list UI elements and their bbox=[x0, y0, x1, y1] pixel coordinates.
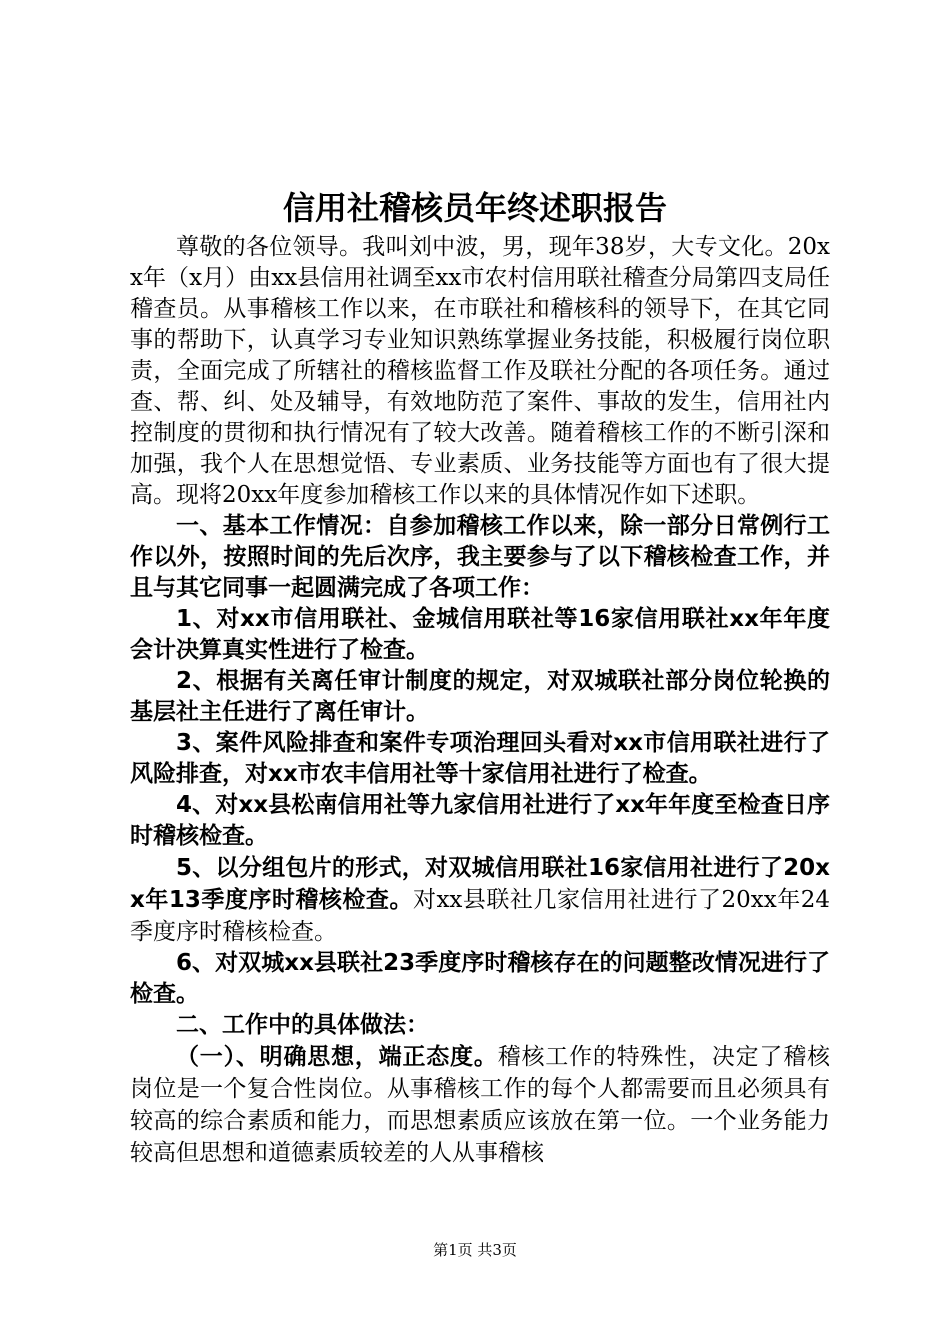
paragraph-text: 一、基本工作情况：自参加稽核工作以来，除一部分日常例行工作以外，按照时间的先后次序，我主要参与了以下稽核检查工作，并且与其它同事一起圆满完成了各项工作： bbox=[130, 513, 830, 601]
paragraph-section-one bbox=[130, 511, 830, 604]
paragraph-text-regular: 稽核工作的特殊性，决定了稽核岗位是一个复合性岗位。从事稽核工作的每个人都需要而且必须具有较高的综合素质和能力，而思想素质应该放在第一位。一个业务能力较高但思想和道德素质较差的人从事稽核 bbox=[130, 1044, 831, 1166]
paragraph-text: 6、对双城xx县联社23季度序时稽核存在的问题整改情况进行了检查。 bbox=[130, 950, 830, 1007]
paragraph-item-6 bbox=[130, 948, 830, 1010]
paragraph-text: 4、对xx县松南信用社等九家信用社进行了xx年年度至检查日序时稽核检查。 bbox=[130, 792, 830, 849]
page-footer: 第1页 共3页 bbox=[433, 1241, 517, 1259]
paragraph-text: 2、根据有关离任审计制度的规定，对双城联社部分岗位轮换的基层社主任进行了离任审计。 bbox=[130, 668, 830, 725]
paragraph-text-bold: 5、以分组包片的形式，对双城信用联社16家信用社进行了20xx年13季度序时稽核检查。 bbox=[130, 855, 830, 913]
paragraph-text-regular: 对xx县联社几家信用社进行了20xx年24季度序时稽核检查。 bbox=[130, 887, 831, 945]
paragraph-section-two bbox=[130, 1010, 830, 1041]
paragraph-text: 1、对xx市信用联社、金城信用联社等16家信用联社xx年年度会计决算真实性进行了检查。 bbox=[130, 606, 830, 663]
paragraph-item-4 bbox=[130, 790, 830, 852]
paragraph-text: 二、工作中的具体做法： bbox=[176, 1012, 429, 1038]
document-body bbox=[130, 232, 830, 1169]
paragraph-subsection-one bbox=[130, 1041, 830, 1169]
paragraph-item-2 bbox=[130, 666, 830, 728]
paragraph-text: 3、案件风险排查和案件专项治理回头看对xx市信用联社进行了风险排查，对xx市农丰信用社等十家信用社进行了检查。 bbox=[130, 730, 830, 787]
paragraph-text-bold: （一）、明确思想，端正态度。 bbox=[176, 1044, 498, 1070]
paragraph-intro bbox=[130, 232, 830, 511]
paragraph-item-1 bbox=[130, 604, 830, 666]
paragraph-item-5 bbox=[130, 852, 830, 948]
document-title: 信用社稽核员年终述职报告 bbox=[282, 189, 667, 227]
paragraph-text: 尊敬的各位领导。我叫刘中波，男，现年38岁，大专文化。20xx年（x月）由xx县信用社调至xx市农村信用联社稽查分局第四支局任稽查员。从事稽核工作以来，在市联社和稽核科的领导下，在其它同事的帮助下，认真学习专业知识熟练掌握业务技能，积极履行岗位职责，全面完成了所辖社的稽核监督工作及联社分配的各项任务。通过查、帮、纠、处及辅导，有效地防范了案件、事故的发生，信用社内控制度的贯彻和执行情况有了较大改善。随着稽核工作的不断引深和加强，我个人在思想觉悟、专业素质、业务技能等方面也有了很大提高。现将20xx年度参加稽核工作以来的具体情况作如下述职。 bbox=[130, 234, 830, 508]
paragraph-item-3 bbox=[130, 728, 830, 790]
